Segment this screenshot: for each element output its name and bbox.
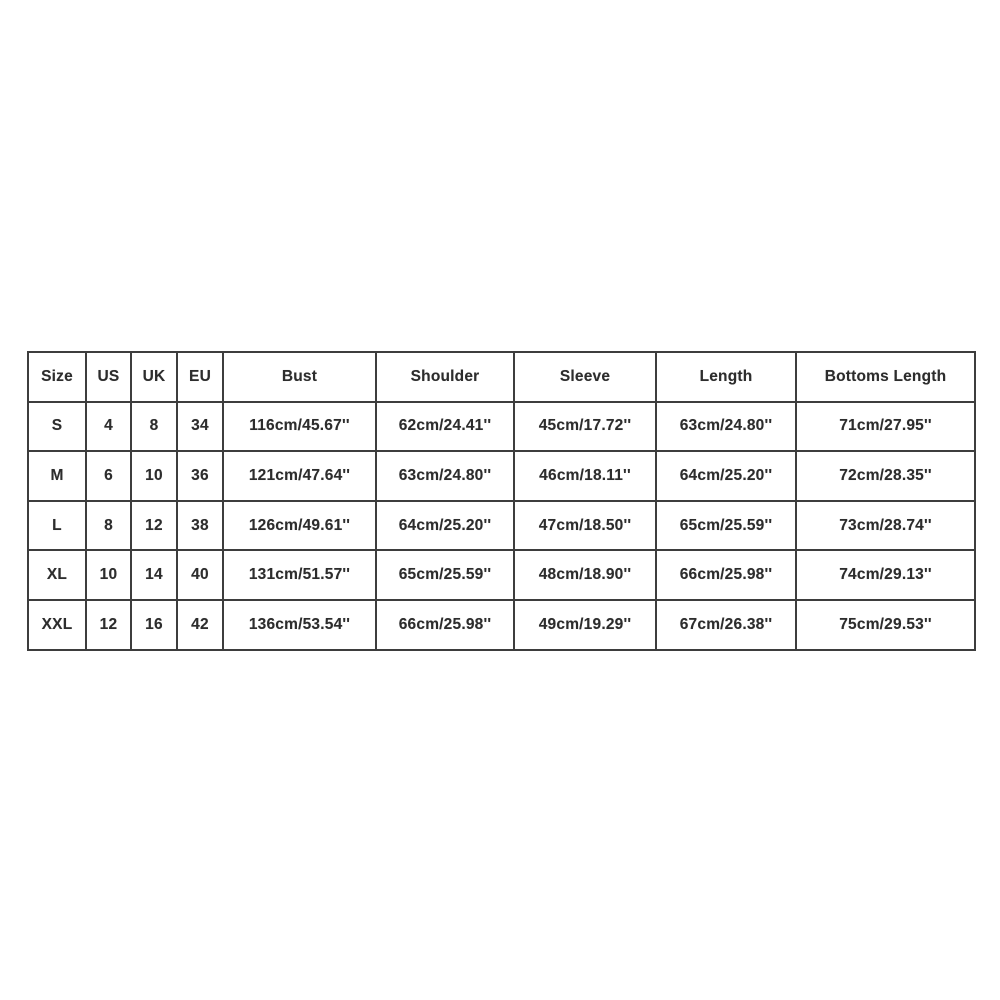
table-cell: 49cm/19.29'': [514, 600, 656, 650]
size-chart-table: [27, 351, 976, 651]
table-cell: 8: [131, 402, 177, 452]
table-cell: 73cm/28.74'': [796, 501, 975, 551]
table-cell: 66cm/25.98'': [656, 550, 796, 600]
table-row-l: [28, 501, 975, 551]
header-row: [28, 352, 975, 402]
column-header-size: Size: [28, 352, 86, 402]
table-cell: 136cm/53.54'': [223, 600, 376, 650]
table-cell: 40: [177, 550, 223, 600]
table-cell: 38: [177, 501, 223, 551]
table-cell: 64cm/25.20'': [656, 451, 796, 501]
table-cell: 71cm/27.95'': [796, 402, 975, 452]
column-header-bottoms-length: Bottoms Length: [796, 352, 975, 402]
table-cell: 72cm/28.35'': [796, 451, 975, 501]
table-cell: XL: [28, 550, 86, 600]
table-cell: 12: [86, 600, 131, 650]
table-cell: 126cm/49.61'': [223, 501, 376, 551]
table-cell: 75cm/29.53'': [796, 600, 975, 650]
table-cell: 46cm/18.11'': [514, 451, 656, 501]
table-cell: 10: [131, 451, 177, 501]
table-cell: 47cm/18.50'': [514, 501, 656, 551]
table-row-xl: [28, 550, 975, 600]
table-cell: L: [28, 501, 86, 551]
table-cell: 34: [177, 402, 223, 452]
column-header-length: Length: [656, 352, 796, 402]
table-cell: 12: [131, 501, 177, 551]
table-cell: 67cm/26.38'': [656, 600, 796, 650]
table-cell: 63cm/24.80'': [376, 451, 514, 501]
column-header-eu: EU: [177, 352, 223, 402]
table-cell: 4: [86, 402, 131, 452]
table-cell: 74cm/29.13'': [796, 550, 975, 600]
table-row-xxl: [28, 600, 975, 650]
table-cell: 8: [86, 501, 131, 551]
table-cell: 14: [131, 550, 177, 600]
table-cell: 66cm/25.98'': [376, 600, 514, 650]
size-chart-header: [28, 352, 975, 402]
table-cell: 10: [86, 550, 131, 600]
table-cell: 36: [177, 451, 223, 501]
table-cell: 121cm/47.64'': [223, 451, 376, 501]
column-header-sleeve: Sleeve: [514, 352, 656, 402]
table-cell: 16: [131, 600, 177, 650]
column-header-uk: UK: [131, 352, 177, 402]
column-header-us: US: [86, 352, 131, 402]
table-row-s: [28, 402, 975, 452]
table-cell: 116cm/45.67'': [223, 402, 376, 452]
table-cell: 6: [86, 451, 131, 501]
table-cell: 64cm/25.20'': [376, 501, 514, 551]
table-cell: XXL: [28, 600, 86, 650]
table-row-m: [28, 451, 975, 501]
column-header-bust: Bust: [223, 352, 376, 402]
table-cell: 131cm/51.57'': [223, 550, 376, 600]
table-cell: S: [28, 402, 86, 452]
table-cell: 42: [177, 600, 223, 650]
size-chart-table-container: [27, 351, 974, 651]
table-cell: 48cm/18.90'': [514, 550, 656, 600]
table-cell: 63cm/24.80'': [656, 402, 796, 452]
column-header-shoulder: Shoulder: [376, 352, 514, 402]
size-chart-body: [28, 402, 975, 650]
table-cell: 45cm/17.72'': [514, 402, 656, 452]
table-cell: 65cm/25.59'': [656, 501, 796, 551]
table-cell: 62cm/24.41'': [376, 402, 514, 452]
table-cell: M: [28, 451, 86, 501]
table-cell: 65cm/25.59'': [376, 550, 514, 600]
